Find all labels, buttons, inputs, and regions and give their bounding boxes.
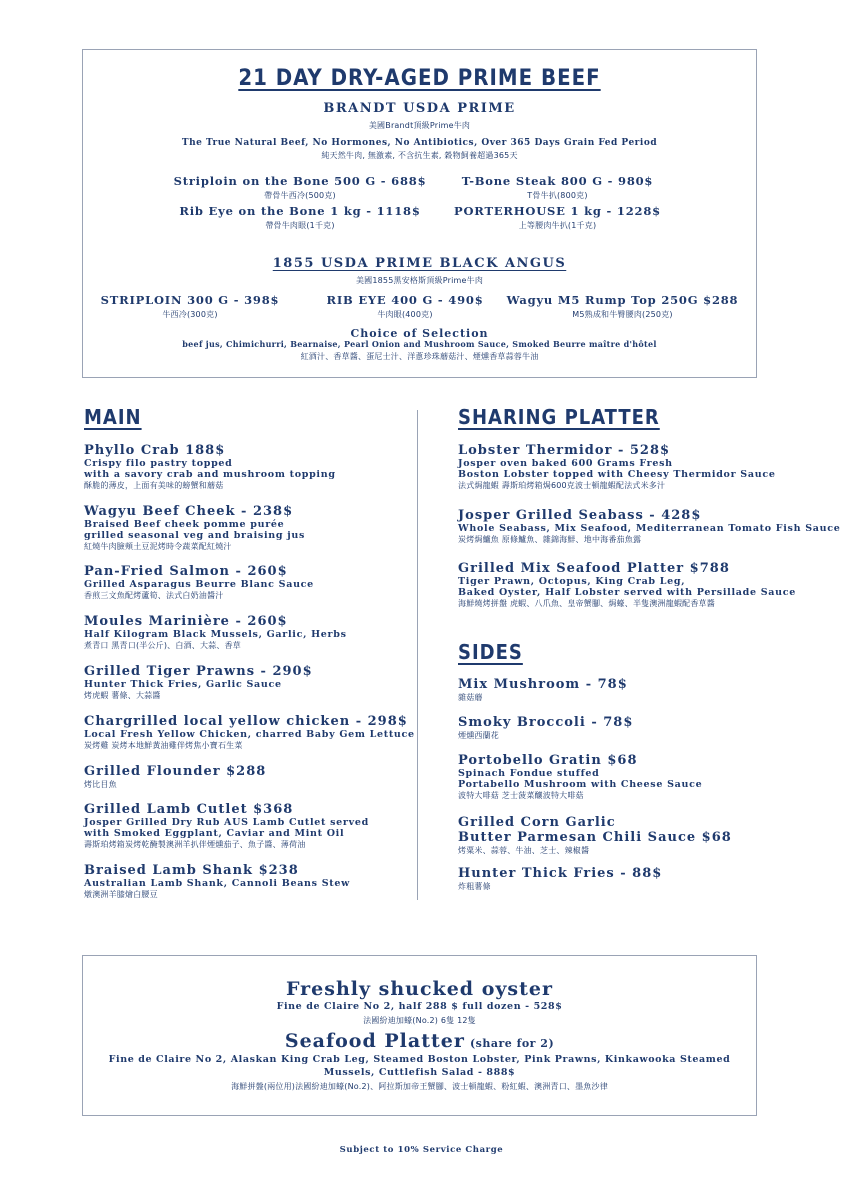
item-desc: Josper Grilled Dry Rub AUS Lamb Cutlet served	[84, 817, 369, 828]
menu-item	[458, 677, 628, 703]
item-zh: 波特大啡菇 芝士菠菜釀波特大啡菇	[458, 791, 584, 800]
item-zh: 炸粗薯條	[458, 882, 491, 891]
item-desc: Crispy filo pastry topped	[84, 458, 233, 469]
angus-item	[100, 293, 280, 320]
oyster-zh: 法國紛迪加蠔(No.2) 6隻 12隻	[363, 1016, 476, 1025]
item-desc: Portabello Mushroom with Cheese Sauce	[458, 779, 703, 790]
brandt-description: The True Natural Beef, No Hormones, No Antibiotics, Over 365 Days Grain Fed Period	[181, 138, 658, 148]
platter-zh: 海鮮拼盤(兩位用)法國紛迪加蠔(No.2)、阿拉斯加帝王蟹腳、波士頓龍蝦、粉紅蝦、澳洲青口、墨魚沙律	[231, 1082, 608, 1091]
item-title: Josper Grilled Seabass - 428$	[458, 508, 702, 523]
angus-item-name: RIB EYE 400 G - 490$	[326, 293, 484, 307]
item-title: Pan-Fried Salmon - 260$	[84, 564, 288, 579]
menu-item	[84, 564, 314, 601]
menu-item	[458, 561, 796, 609]
platter-description-2: Mussels, Cuttlefish Salad - 888$	[323, 1067, 516, 1078]
brandt-zh: 美國Brandt頂級Prime牛肉	[368, 121, 471, 130]
brandt-item-name: PORTERHOUSE 1 kg - 1228$	[454, 204, 661, 218]
item-desc: Local Fresh Yellow Chicken, charred Baby Gem Lettuce	[84, 729, 415, 740]
item-title: Grilled Lamb Cutlet $368	[84, 802, 294, 817]
item-title: Grilled Mix Seafood Platter $788	[458, 561, 730, 576]
brandt-item-name: Rib Eye on the Bone 1 kg - 1118$	[179, 204, 421, 218]
item-desc: Whole Seabass, Mix Seafood, Mediterranean Tomato Fish Sauce	[458, 523, 841, 534]
angus-item-zh: 牛肉眼(400克)	[377, 310, 433, 319]
item-zh: 酥脆的薄皮，上面有美味的螃蟹和蘑菇	[84, 481, 224, 490]
oyster-title: Freshly shucked oyster	[286, 978, 553, 1000]
item-desc: Hunter Thick Fries, Garlic Sauce	[84, 679, 282, 690]
item-title: Lobster Thermidor - 528$	[458, 443, 671, 458]
item-desc: Grilled Asparagus Beurre Blanc Sauce	[84, 579, 314, 590]
brandt-item-zh: 帶骨牛肉眼(1千克)	[265, 221, 335, 230]
angus-item-zh: M5熟成和牛臀腰肉(250克)	[572, 310, 673, 319]
platter-note: (share for 2)	[469, 1037, 555, 1050]
item-desc: Braised Beef cheek pomme purée	[84, 519, 285, 530]
item-title: Mix Mushroom - 78$	[458, 677, 628, 692]
menu-item	[84, 714, 415, 751]
menu-item	[458, 753, 702, 801]
item-desc: with a savory crab and mushroom topping	[84, 469, 336, 480]
column-divider	[417, 410, 418, 900]
item-desc: Tiger Prawn, Octopus, King Crab Leg,	[458, 576, 686, 587]
menu-item	[458, 866, 662, 892]
angus-item-zh: 牛西冷(300克)	[162, 310, 218, 319]
menu-item	[84, 764, 266, 790]
item-zh: 烤虎蝦 薯條、大蒜醬	[84, 691, 161, 700]
platter-title-text: Seafood Platter	[284, 1030, 465, 1052]
item-zh: 烤比目魚	[84, 780, 117, 789]
item-title: Portobello Gratin $68	[458, 753, 638, 768]
item-zh: 燉澳洲羊膝燴白腰豆	[84, 890, 158, 899]
item-desc: Josper oven baked 600 Grams Fresh	[458, 458, 673, 469]
menu-item	[458, 715, 633, 741]
seafood-platter-title	[82, 1030, 757, 1052]
item-desc: Half Kilogram Black Mussels, Garlic, Herbs	[84, 629, 347, 640]
angus-title: 1855 USDA PRIME BLACK ANGUS	[272, 256, 567, 271]
brandt-item	[430, 204, 685, 231]
item-title: Grilled Flounder $288	[84, 764, 267, 779]
item-zh: 煮青口 黑青口(半公斤)、白酒、大蒜、香草	[84, 641, 241, 650]
item-title: Grilled Corn Garlic	[458, 815, 616, 830]
item-zh: 雜菇蘑	[458, 693, 483, 702]
item-zh: 香煎三文魚配烤蘆筍、法式白奶油醬汁	[84, 591, 224, 600]
item-desc: with Smoked Eggplant, Caviar and Mint Oil	[84, 828, 345, 839]
angus-zh: 美國1855黑安格斯頂級Prime牛肉	[355, 276, 484, 285]
menu-item	[84, 664, 313, 701]
item-title: Smoky Broccoli - 78$	[458, 715, 634, 730]
item-title: Butter Parmesan Chili Sauce $68	[458, 830, 732, 845]
item-title: Wagyu Beef Cheek - 238$	[84, 504, 294, 519]
item-zh: 法式焗龍蝦 壽斯珀烤箱焗600克波士頓龍蝦配法式米多汁	[458, 481, 666, 490]
item-desc: Spinach Fondue stuffed	[458, 768, 600, 779]
brandt-item	[160, 204, 440, 231]
item-title: Hunter Thick Fries - 88$	[458, 866, 663, 881]
item-zh: 煙燻西蘭花	[458, 731, 499, 740]
item-zh: 壽斯珀烤箱炭烤乾醃製澳洲羊扒伴煙燻茄子、魚子醬、薄荷油	[84, 840, 306, 849]
angus-item-name: Wagyu M5 Rump Top 250G $288	[506, 293, 739, 307]
item-title: Phyllo Crab 188$	[84, 443, 226, 458]
item-zh: 炭烤焗鱸魚 原條鱸魚、雜錦海鮮、地中海番茄魚露	[458, 535, 642, 544]
item-title: Braised Lamb Shank $238	[84, 863, 299, 878]
platter-description: Fine de Claire No 2, Alaskan King Crab Leg, Steamed Boston Lobster, Pink Prawns, Kinkawooka Steamed	[108, 1054, 731, 1065]
oyster-description: Fine de Claire No 2, half 288 $ full dozen - 528$	[276, 1001, 563, 1012]
item-desc: Boston Lobster topped with Cheesy Thermidor Sauce	[458, 469, 776, 480]
brandt-item-zh: T骨牛扒(800克)	[527, 191, 588, 200]
menu-item	[458, 815, 732, 856]
item-zh: 烤粟米、蒜蓉、牛油、芝士、辣椒醬	[458, 846, 590, 855]
angus-item-name: STRIPLOIN 300 G - 398$	[100, 293, 280, 307]
brandt-description-zh: 純天然牛肉, 無激素, 不含抗生素, 穀物飼養超過365天	[321, 151, 518, 160]
angus-item	[310, 293, 500, 320]
menu-item	[458, 443, 776, 491]
brandt-item-zh: 上等腰肉牛扒(1千克)	[518, 221, 597, 230]
item-desc: Australian Lamb Shank, Cannoli Beans Stew	[84, 878, 350, 889]
brandt-item	[430, 174, 685, 201]
item-zh: 海鮮燒烤拼盤 虎蝦、八爪魚、皇帝蟹腳、焗蠔、半隻澳洲龍蝦配香草醬	[458, 599, 715, 608]
angus-item	[505, 293, 740, 320]
item-zh: 紅燒牛肉臉頰土豆泥烤時令蔬菜配紅燒汁	[84, 542, 232, 551]
sharing-heading: SHARING PLATTER	[458, 405, 660, 429]
choice-zh: 紅酒汁、香草醬、蛋尼士汁、洋蔥珍珠蘑菇汁、煙燻香草蒜蓉牛油	[300, 352, 539, 361]
item-zh: 炭烤雞 炭烤本地鮮黃油雞伴烤焦小寶石生菜	[84, 741, 243, 750]
brandt-item-zh: 帶骨牛西冷(500克)	[264, 191, 336, 200]
service-charge-note: Subject to 10% Service Charge	[339, 1145, 504, 1155]
sides-heading: SIDES	[458, 640, 523, 664]
item-desc: grilled seasonal veg and braising jus	[84, 530, 306, 541]
main-heading: MAIN	[84, 405, 142, 429]
brandt-item	[160, 174, 440, 201]
brandt-item-name: Striploin on the Bone 500 G - 688$	[173, 174, 427, 188]
item-title: Moules Marinière - 260$	[84, 614, 288, 629]
item-title: Grilled Tiger Prawns - 290$	[84, 664, 313, 679]
menu-item	[84, 802, 369, 850]
item-desc: Baked Oyster, Half Lobster served with Persillade Sauce	[458, 587, 796, 598]
item-title: Chargrilled local yellow chicken - 298$	[84, 714, 408, 729]
choice-title: Choice of Selection	[350, 327, 489, 340]
beef-heading: 21 DAY DRY-AGED PRIME BEEF	[238, 66, 601, 91]
brandt-item-name: T-Bone Steak 800 G - 980$	[461, 174, 654, 188]
menu-item	[84, 504, 305, 552]
menu-item	[458, 508, 840, 545]
menu-item	[84, 863, 350, 900]
menu-item	[84, 443, 336, 491]
choice-description: beef jus, Chimichurri, Bearnaise, Pearl Onion and Mushroom Sauce, Smoked Beurre maître d'hôtel	[182, 339, 657, 349]
menu-item	[84, 614, 347, 651]
brandt-title: BRANDT USDA PRIME	[323, 101, 516, 116]
